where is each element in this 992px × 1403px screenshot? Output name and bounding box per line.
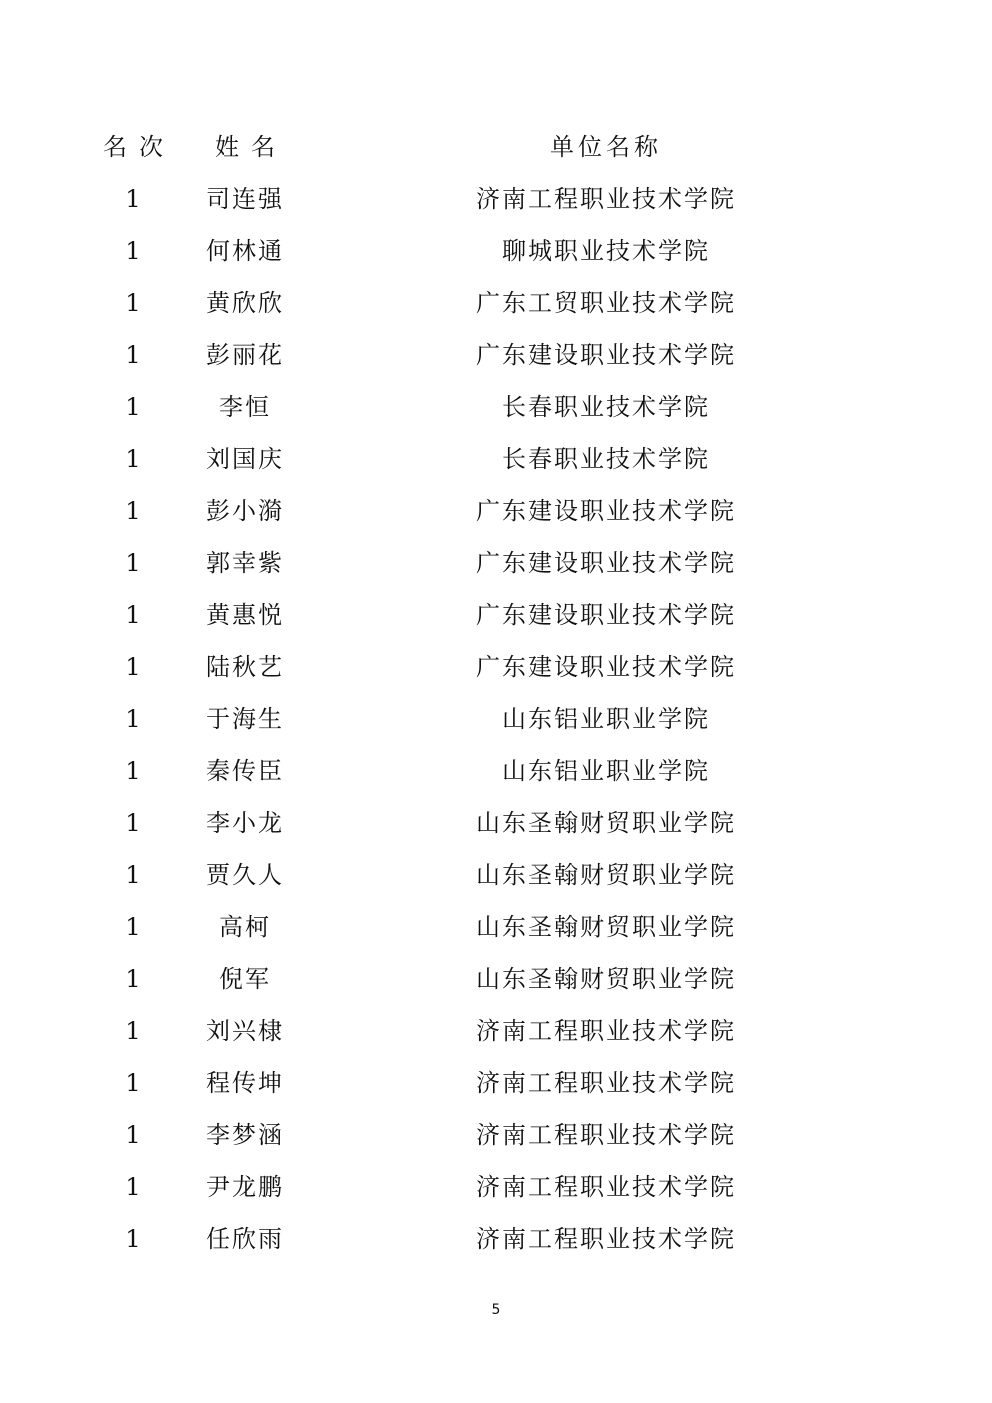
table-row [0,1161,992,1213]
table-row [0,537,992,589]
page-number: 5 [491,1302,501,1318]
table-row [0,173,992,225]
rank-cell: 1 [125,549,141,577]
header-name: 姓名 [215,133,287,161]
rank-cell: 1 [125,1017,141,1045]
rank-cell: 1 [125,445,141,473]
unit-cell: 山东圣翰财贸职业学院 [476,861,736,889]
table-row [0,953,992,1005]
table-row [0,225,992,277]
table-row [0,1005,992,1057]
table-row [0,1057,992,1109]
name-cell: 陆秋艺 [206,653,284,681]
name-cell: 彭小漪 [206,497,284,525]
table-row [0,329,992,381]
name-cell: 高柯 [219,913,271,941]
header-unit: 单位名称 [550,133,662,161]
rank-cell: 1 [125,1173,141,1201]
unit-cell: 济南工程职业技术学院 [476,185,736,213]
table-row [0,277,992,329]
table-row [0,1109,992,1161]
rank-cell: 1 [125,1121,141,1149]
unit-cell: 广东建设职业技术学院 [476,601,736,629]
unit-cell: 济南工程职业技术学院 [476,1017,736,1045]
rank-cell: 1 [125,653,141,681]
unit-cell: 广东建设职业技术学院 [476,497,736,525]
unit-cell: 广东工贸职业技术学院 [476,289,736,317]
name-cell: 郭幸紫 [206,549,284,577]
unit-cell: 山东圣翰财贸职业学院 [476,913,736,941]
table-row [0,693,992,745]
rank-cell: 1 [125,289,141,317]
unit-cell: 长春职业技术学院 [502,445,710,473]
table-row [0,745,992,797]
name-cell: 黄欣欣 [206,289,284,317]
unit-cell: 山东铝业职业学院 [502,757,710,785]
unit-cell: 广东建设职业技术学院 [476,549,736,577]
name-cell: 李梦涵 [206,1121,284,1149]
name-cell: 秦传臣 [206,757,284,785]
rank-cell: 1 [125,497,141,525]
unit-cell: 山东圣翰财贸职业学院 [476,809,736,837]
table-row [0,485,992,537]
table-row [0,589,992,641]
unit-cell: 山东铝业职业学院 [502,705,710,733]
rank-cell: 1 [125,393,141,421]
name-cell: 程传坤 [206,1069,284,1097]
rank-cell: 1 [125,237,141,265]
unit-cell: 广东建设职业技术学院 [476,653,736,681]
rank-cell: 1 [125,1225,141,1253]
name-cell: 黄惠悦 [206,601,284,629]
table-row [0,1213,992,1265]
name-cell: 李小龙 [206,809,284,837]
rank-cell: 1 [125,861,141,889]
unit-cell: 山东圣翰财贸职业学院 [476,965,736,993]
name-cell: 贾久人 [206,861,284,889]
name-cell: 刘国庆 [206,445,284,473]
name-cell: 何林通 [206,237,284,265]
name-cell: 尹龙鹏 [206,1173,284,1201]
table-header-row [0,121,992,173]
name-cell: 司连强 [206,185,284,213]
unit-cell: 济南工程职业技术学院 [476,1225,736,1253]
rank-cell: 1 [125,1069,141,1097]
name-cell: 彭丽花 [206,341,284,369]
name-cell: 倪军 [219,965,271,993]
rank-cell: 1 [125,965,141,993]
rank-cell: 1 [125,341,141,369]
header-rank: 名次 [103,133,175,161]
unit-cell: 长春职业技术学院 [502,393,710,421]
rank-cell: 1 [125,757,141,785]
rank-cell: 1 [125,705,141,733]
name-cell: 李恒 [219,393,271,421]
rank-cell: 1 [125,601,141,629]
table-row [0,433,992,485]
name-cell: 刘兴棣 [206,1017,284,1045]
unit-cell: 聊城职业技术学院 [502,237,710,265]
name-cell: 任欣雨 [206,1225,284,1253]
rank-cell: 1 [125,185,141,213]
unit-cell: 济南工程职业技术学院 [476,1121,736,1149]
rank-cell: 1 [125,809,141,837]
table-row [0,849,992,901]
name-cell: 于海生 [206,705,284,733]
unit-cell: 济南工程职业技术学院 [476,1069,736,1097]
table-row [0,797,992,849]
rank-cell: 1 [125,913,141,941]
ranking-table [0,121,992,1265]
table-row [0,381,992,433]
table-row [0,641,992,693]
unit-cell: 广东建设职业技术学院 [476,341,736,369]
table-row [0,901,992,953]
unit-cell: 济南工程职业技术学院 [476,1173,736,1201]
